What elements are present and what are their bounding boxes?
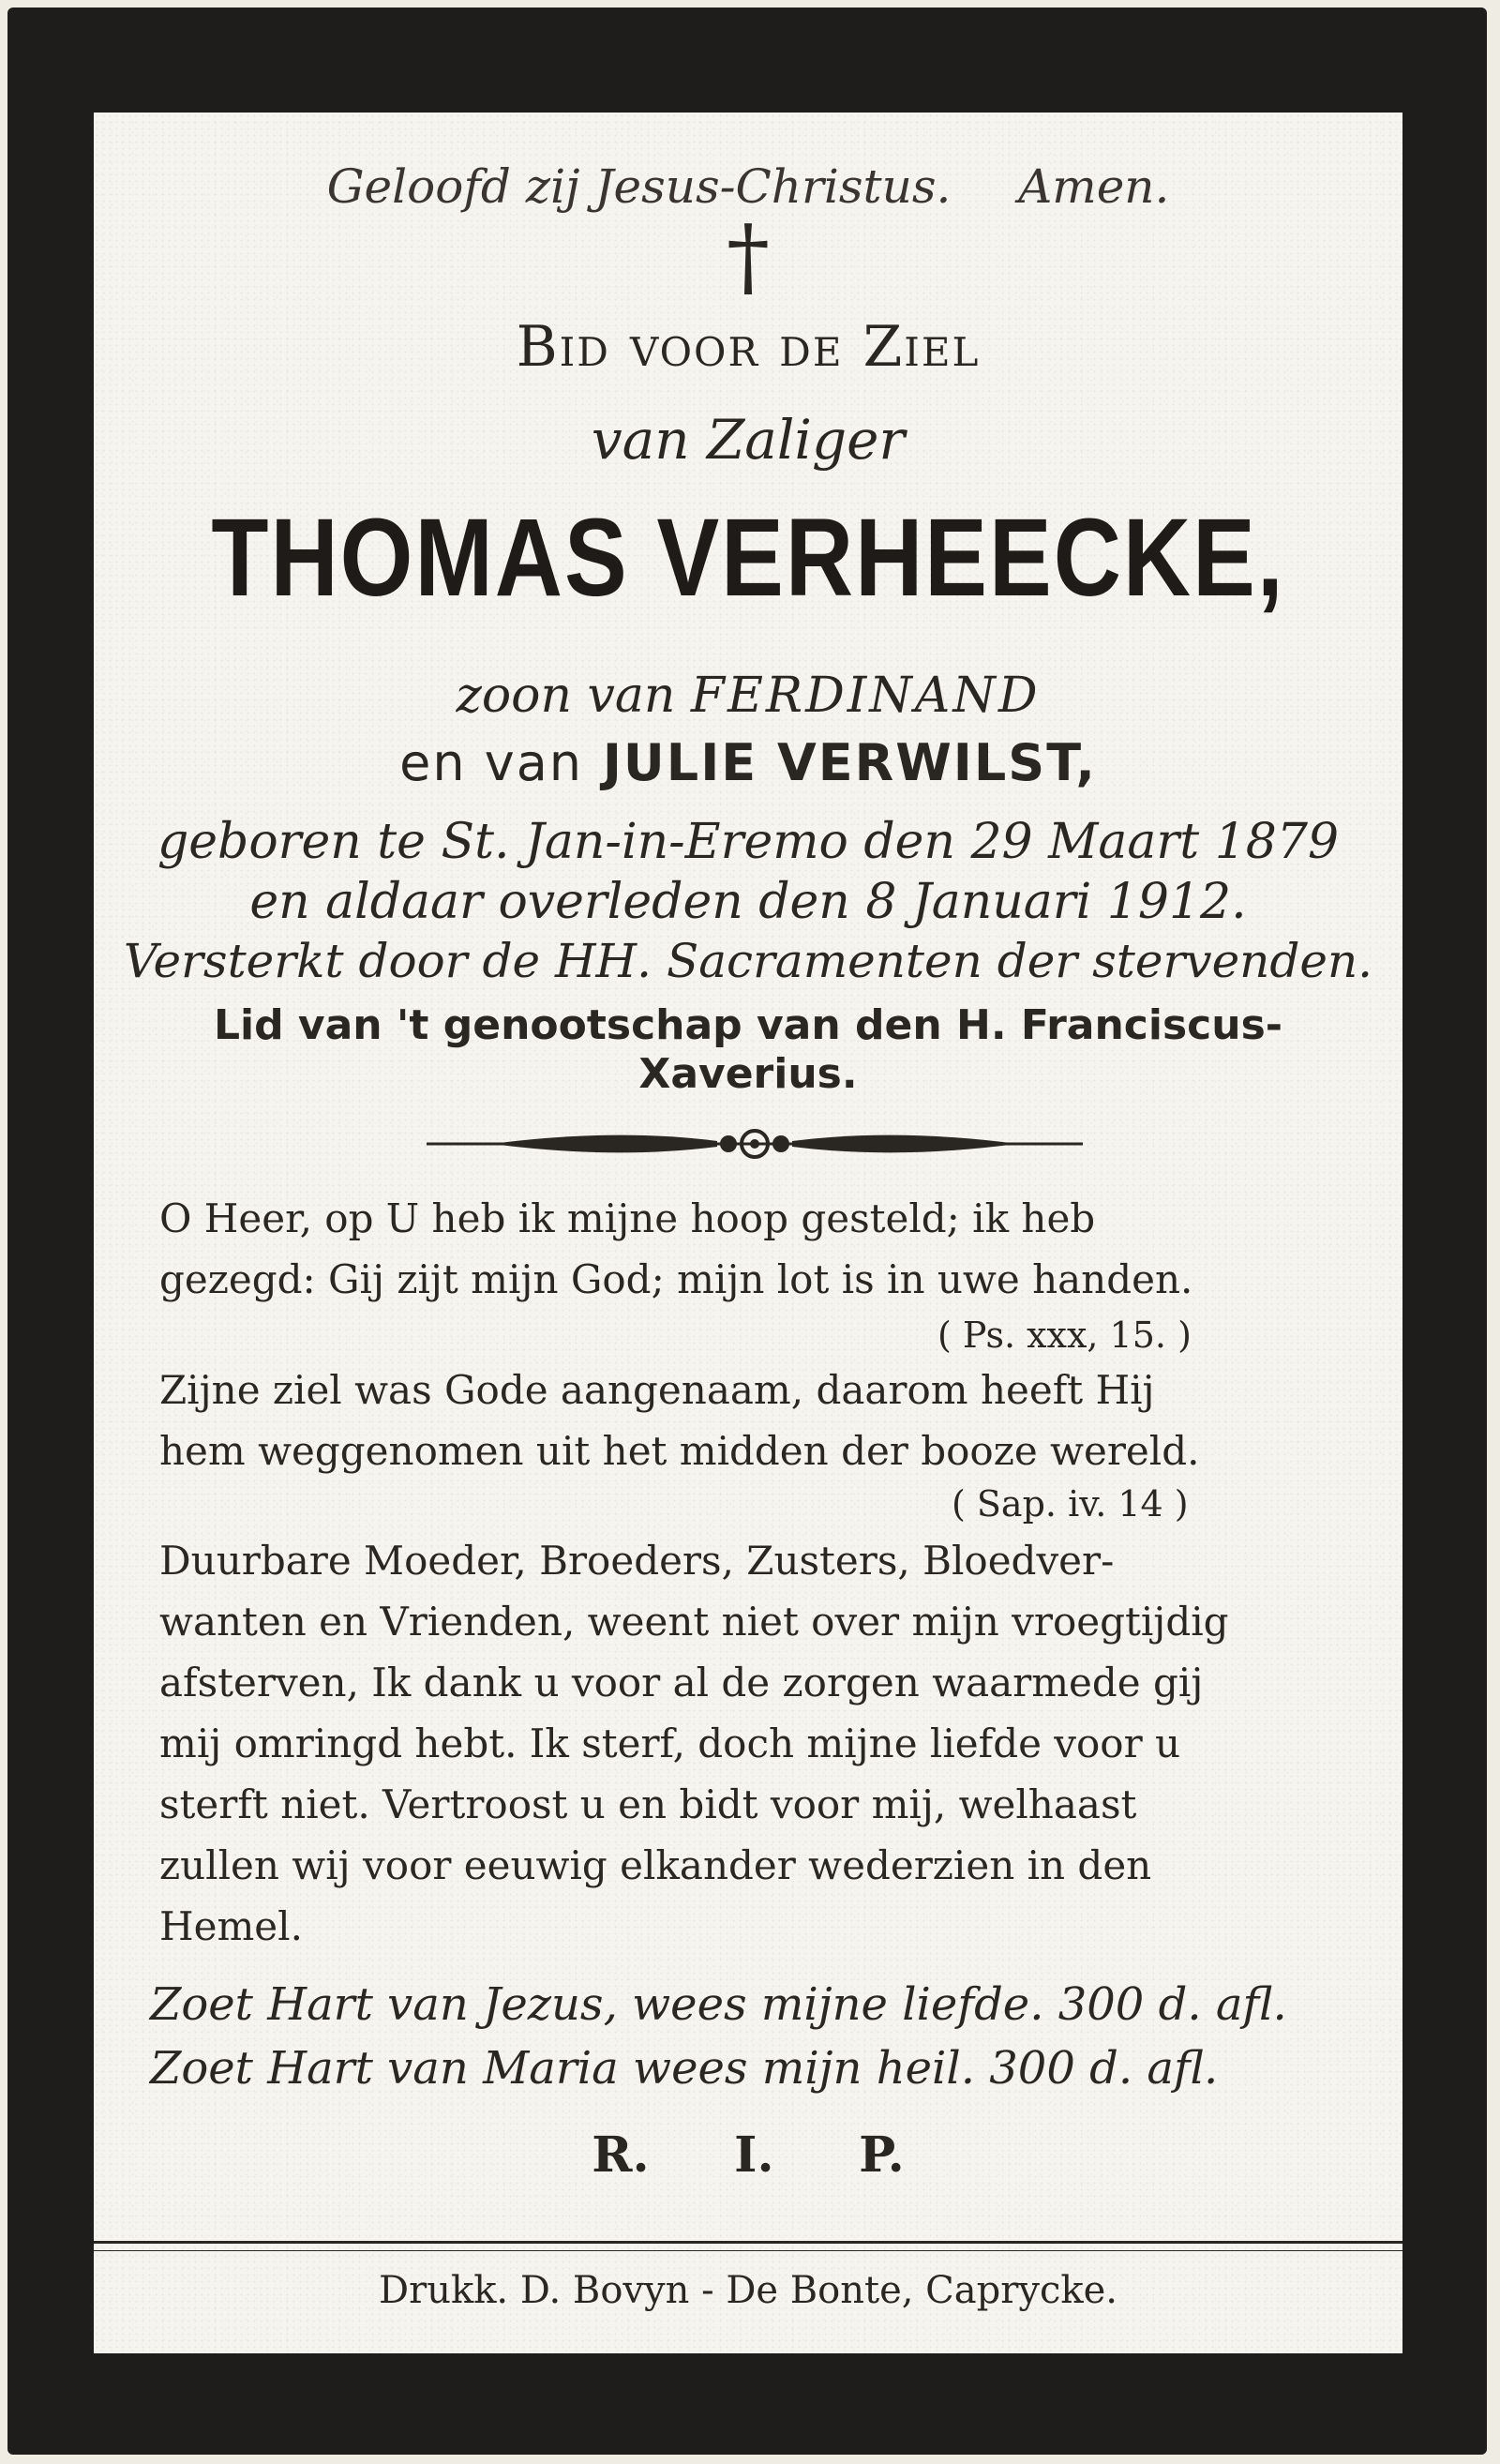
- farewell-line-5: sterft niet. Vertroost u en bidt voor mij, welhaast: [159, 1781, 1137, 1827]
- farewell-line-3: afsterven, Ik dank u voor al de zorgen waarmede gij: [159, 1660, 1204, 1705]
- birth-line: geboren te St. Jan-in-Eremo den 29 Maart 1879: [157, 814, 1340, 870]
- verse-1-line-1: O Heer, op U heb ik mijne hoop gesteld; ik heb: [159, 1195, 1096, 1241]
- farewell-line-2: wanten en Vrienden, weent niet over mijn vroegtijdig: [159, 1599, 1229, 1645]
- amen-text: Amen.: [1018, 159, 1170, 214]
- deceased-name: THOMAS VERHEECKE,: [211, 495, 1285, 620]
- verse-2-reference: ( Sap. iv. 14 ): [952, 1483, 1189, 1525]
- society-line-2: Xaverius.: [638, 1050, 858, 1098]
- mother-name: JULIE VERWILST,: [602, 733, 1097, 792]
- prayer-sacred-heart-jesus: Zoet Hart van Jezus, wees mijne liefde. 300 d. afl.: [150, 1978, 1287, 2031]
- late-subheading: van Zaliger: [591, 408, 906, 472]
- death-line: en aldaar overleden den 8 Januari 1912.: [249, 874, 1247, 930]
- verse-1-line-2: gezegd: Gij zijt mijn God; mijn lot is in uwe handen.: [159, 1256, 1193, 1302]
- father-name: FERDINAND: [690, 668, 1041, 724]
- printer-credit: Drukk. D. Bovyn - De Bonte, Caprycke.: [379, 2269, 1118, 2312]
- son-of-prefix: zoon van: [456, 668, 676, 724]
- mother-line: [94, 733, 1402, 792]
- prayer-heart-maria: Zoet Hart van Maria wees mijn heil. 300 d. afl.: [150, 2042, 1219, 2095]
- farewell-line-4: mij omringd hebt. Ik sterf, doch mijne liefde voor u: [159, 1720, 1181, 1766]
- and-of-prefix: en van: [399, 733, 584, 792]
- divider-ornament-icon: [427, 1120, 1083, 1167]
- invocation-text: Geloofd zij Jesus-Christus.: [326, 159, 952, 214]
- farewell-line-1: Duurbare Moeder, Broeders, Zusters, Bloedver-: [159, 1538, 1115, 1584]
- footer-rule-bottom: [94, 2250, 1402, 2251]
- rip-text: R. I. P.: [592, 2126, 905, 2184]
- mourning-card-border: [8, 8, 1487, 2455]
- farewell-line-7: Hemel.: [159, 1903, 303, 1949]
- father-line: [94, 668, 1402, 724]
- verse-2-line-2: hem weggenomen uit het midden der booze wereld.: [159, 1428, 1200, 1474]
- pray-heading: Bid voor de Ziel: [516, 314, 981, 380]
- farewell-line-6: zullen wij voor eeuwig elkander wederzien in den: [159, 1842, 1152, 1888]
- cross-icon: †: [727, 206, 770, 307]
- society-line-1: Lid van 't genootschap van den H. Franciscus-: [213, 1001, 1283, 1049]
- verse-1-reference: ( Ps. xxx, 15. ): [938, 1315, 1192, 1356]
- sacraments-line: Versterkt door de HH. Sacramenten der stervenden.: [123, 934, 1373, 988]
- verse-2-line-1: Zijne ziel was Gode aangenaam, daarom heeft Hij: [159, 1367, 1155, 1413]
- footer-rule-top: [94, 2241, 1402, 2244]
- card-panel: [94, 113, 1402, 2353]
